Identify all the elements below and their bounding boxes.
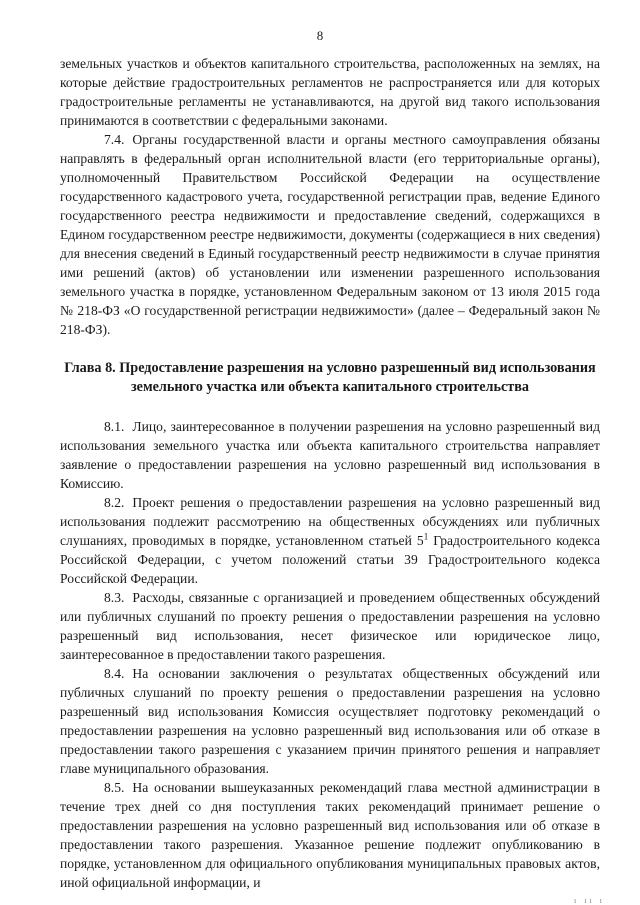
superscript: 1: [423, 531, 429, 542]
scan-marks: ı ıı ı: [574, 896, 605, 905]
page-number: 8: [316, 28, 324, 43]
paragraph-text: Органы государственной власти и органы местного самоуправления обязаны направлять в федеральный орган исполнительной власти (его территориальные органы), уполномоченный Правительством Российской Федерации на осуществление государственного кадастрового учета, государственной регистрации прав, ведение Единого государственного реестра недвижимости и предоставление сведений, содержащихся в Едином государственном реестре недвижимости, документы (содержащиеся в них сведения) для внесения сведений в Единый государственный реестр недвижимости в случае принятия ими решений (актов) об установлении или изменении разрешенного использования земельного участка в порядке, установленном Федеральным законом от 13 июля 2015 года № 218-ФЗ «О государственной регистрации недвижимости» (далее – Федеральный закон № 218-ФЗ).: [60, 132, 600, 337]
paragraph-number: 8.5.: [104, 780, 125, 795]
paragraph-7-4: [60, 130, 600, 339]
paragraph-number: 8.3.: [104, 590, 125, 605]
paragraph-number: 8.4.: [104, 666, 125, 681]
paragraph-text: Расходы, связанные с организацией и проведением общественных обсуждений или публичных слушаний по проекту решения о предоставлении разрешения на условно разрешенный вид использования, несет физическое или юридическое лицо, заинтересованное в предоставлении такого разрешения.: [60, 590, 600, 662]
paragraph-text-continued: Градостроительного кодекса Российской Федерации, с учетом положений статьи 39 Градостроительного кодекса Российской Федерации.: [60, 533, 600, 586]
paragraph-number: 8.2.: [104, 495, 125, 510]
paragraph-text: На основании заключения о результатах общественных обсуждений или публичных слушаний по проекту решения о предоставлении разрешения на условно разрешенный вид использования Комиссия осуществляет подготовку рекомендаций о предоставлении разрешения на условно разрешенный вид использования или об отказе в предоставлении такого разрешения с указанием причин принятого решения и направляет главе муниципального образования.: [60, 666, 600, 776]
document-body: [60, 54, 600, 892]
paragraph-8-3: [60, 588, 600, 664]
paragraph-text: На основании вышеуказанных рекомендаций глава местной администрации в течение трех дней со дня поступления таких рекомендаций принимает решение о предоставлении разрешения на условно разрешенный вид использования или об отказе в предоставлении такого разрешения. Указанное решение подлежит опубликованию в порядке, установленном для официального опубликования муниципальных правовых актов, иной официальной информации, и: [60, 780, 600, 890]
paragraph-8-4: [60, 664, 600, 778]
paragraph-8-1: [60, 417, 600, 493]
paragraph-text: Проект решения о предоставлении разрешения на условно разрешенный вид использования подлежит рассмотрению на общественных обсуждениях или публичных слушаниях, проводимых в порядке, установленном статьей 5: [60, 495, 600, 548]
continuation-paragraph: земельных участков и объектов капитального строительства, расположенных на землях, на которые действие градостроительных регламентов не распространяется или для которых градостроительные регламенты не устанавливаются, на другой вид такого использования принимаются в соответствии с федеральными законами.: [60, 56, 600, 128]
chapter-heading: Глава 8. Предоставление разрешения на условно разрешенный вид использования земельного участка или объекта капитального строительства: [64, 360, 596, 395]
paragraph-8-2: [60, 493, 600, 588]
paragraph-8-5: [60, 778, 600, 892]
paragraph-number: 7.4.: [104, 132, 125, 147]
paragraph-number: 8.1.: [104, 419, 125, 434]
paragraph-text: Лицо, заинтересованное в получении разрешения на условно разрешенный вид использования земельного участка или объекта капитального строительства направляет заявление о предоставлении разрешения на условно разрешенный вид использования в Комиссию.: [60, 419, 600, 491]
